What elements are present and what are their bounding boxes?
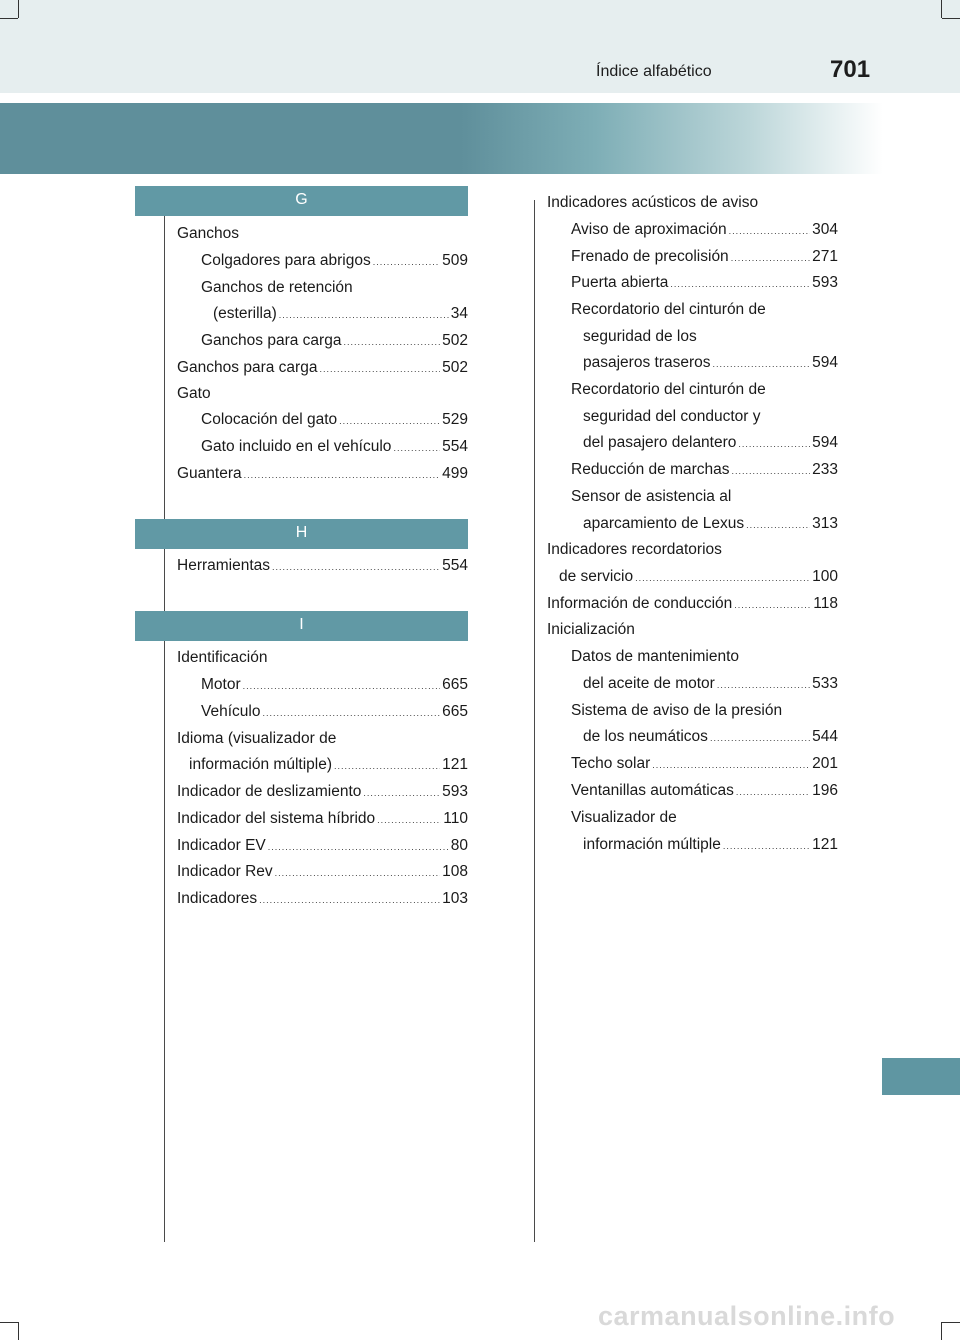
leader-dots <box>732 461 811 481</box>
entry-label: Guantera <box>177 465 242 482</box>
index-entry-retencion-cont <box>213 304 468 325</box>
index-entry-ganchos-carga-sub <box>201 331 468 352</box>
entry-label: Vehículo <box>201 703 261 720</box>
entry-page: 509 <box>442 252 468 269</box>
index-entry-datos-cont <box>583 674 838 695</box>
entry-page: 533 <box>812 675 838 692</box>
entry-page: 665 <box>442 703 468 720</box>
section-header-h: H <box>135 519 468 549</box>
index-entry-recordatorios-cont <box>559 567 838 588</box>
entry-label: Información de conducción <box>547 595 733 612</box>
index-entry-conduccion <box>547 594 838 615</box>
entry-page: 529 <box>442 411 468 428</box>
index-entry-techo <box>571 754 838 775</box>
index-entry-recordatorios: Indicadores recordatorios <box>547 541 722 558</box>
index-entry-sensor: Sensor de asistencia al <box>571 488 732 505</box>
entry-page: 665 <box>442 676 468 693</box>
leader-dots <box>393 438 440 458</box>
entry-page: 593 <box>812 274 838 291</box>
entry-page: 103 <box>442 890 468 907</box>
entry-label: de los neumáticos <box>583 728 708 745</box>
leader-dots <box>729 221 810 241</box>
page-title: Índice alfabético <box>596 63 712 80</box>
entry-label: Colgadores para abrigos <box>201 252 371 269</box>
index-entry-ganchos: Ganchos <box>177 225 240 242</box>
index-entry-reduccion <box>571 460 838 481</box>
index-entry-rec-conductor-end <box>583 433 838 454</box>
leader-dots <box>334 756 440 776</box>
index-entry-rec-traseros-cont: seguridad de los <box>583 328 697 345</box>
leader-dots <box>736 782 810 802</box>
entry-page: 313 <box>812 515 838 532</box>
left-column-rule <box>164 216 165 1242</box>
index-entry-indicadores <box>177 889 468 910</box>
index-entry-precolision <box>571 247 838 268</box>
index-entry-hibrido <box>177 809 468 830</box>
index-entry-gato: Gato <box>177 385 211 402</box>
leader-dots <box>339 411 440 431</box>
index-entry-aproximacion <box>571 220 838 241</box>
index-entry-puerta <box>571 273 838 294</box>
index-entry-retencion: Ganchos de retención <box>201 279 353 296</box>
leader-dots <box>710 728 810 748</box>
entry-label: Indicador del sistema híbrido <box>177 810 376 827</box>
index-entry-ev <box>177 836 468 857</box>
index-entry-gato-incluido <box>201 437 468 458</box>
entry-label: Indicador Rev <box>177 863 273 880</box>
leader-dots <box>738 434 810 454</box>
entry-label: Motor <box>201 676 241 693</box>
entry-label: (esterilla) <box>213 305 277 322</box>
entry-label: Ventanillas automáticas <box>571 782 734 799</box>
entry-page: 594 <box>812 354 838 371</box>
entry-page: 554 <box>442 557 468 574</box>
entry-page: 196 <box>812 782 838 799</box>
page-number: 701 <box>830 56 871 83</box>
leader-dots <box>713 354 811 374</box>
entry-label: Indicador de deslizamiento <box>177 783 362 800</box>
leader-dots <box>244 465 440 485</box>
index-entry-presion: Sistema de aviso de la presión <box>571 702 783 719</box>
index-entry-inicializacion: Inicialización <box>547 621 635 638</box>
entry-page: 304 <box>812 221 838 238</box>
leader-dots <box>319 359 440 379</box>
watermark: carmanualsonline.info <box>598 1301 896 1331</box>
right-column-rule <box>534 200 535 1242</box>
leader-dots <box>262 703 440 723</box>
crop-mark <box>0 18 18 19</box>
entry-label: Frenado de precolisión <box>571 248 729 265</box>
entry-label: aparcamiento de Lexus <box>583 515 745 532</box>
index-entry-rec-conductor-cont: seguridad del conductor y <box>583 408 761 425</box>
entry-label: Techo solar <box>571 755 651 772</box>
index-entry-presion-cont <box>583 727 838 748</box>
entry-label: pasajeros traseros <box>583 354 711 371</box>
entry-page: 499 <box>442 465 468 482</box>
index-entry-rec-traseros-end <box>583 353 838 374</box>
index-entry-ganchos-carga <box>177 358 468 379</box>
leader-dots <box>652 755 810 775</box>
leader-dots <box>279 305 449 325</box>
entry-label: Gato incluido en el vehículo <box>201 438 392 455</box>
index-entry-rec-conductor: Recordatorio del cinturón de <box>571 381 766 398</box>
index-entry-idioma: Idioma (visualizador de <box>177 730 337 747</box>
entry-label: Aviso de aproximación <box>571 221 727 238</box>
entry-label: Indicador EV <box>177 837 266 854</box>
index-entry-vehiculo <box>201 702 468 723</box>
leader-dots <box>268 837 449 857</box>
index-entry-colgadores <box>201 251 468 272</box>
index-entry-rev <box>177 862 468 883</box>
index-thumb-tab <box>882 1058 960 1095</box>
entry-label: Reducción de marchas <box>571 461 730 478</box>
leader-dots <box>275 863 440 883</box>
crop-mark <box>0 1322 18 1323</box>
entry-page: 100 <box>812 568 838 585</box>
entry-page: 201 <box>812 755 838 772</box>
entry-label: información múltiple <box>583 836 721 853</box>
index-entry-colocacion <box>201 410 468 431</box>
entry-page: 593 <box>442 783 468 800</box>
index-entry-sensor-cont <box>583 514 838 535</box>
entry-page: 544 <box>812 728 838 745</box>
leader-dots <box>734 595 811 615</box>
index-entry-rec-traseros: Recordatorio del cinturón de <box>571 301 766 318</box>
entry-label: del aceite de motor <box>583 675 715 692</box>
entry-label: Ganchos para carga <box>177 359 318 376</box>
index-entry-visualizador: Visualizador de <box>571 809 677 826</box>
entry-page: 594 <box>812 434 838 451</box>
leader-dots <box>243 676 441 696</box>
index-entry-guantera <box>177 464 468 485</box>
section-header-g: G <box>135 186 468 216</box>
entry-page: 121 <box>812 836 838 853</box>
leader-dots <box>717 675 810 695</box>
decorative-gradient-bar <box>0 103 960 174</box>
leader-dots <box>343 332 440 352</box>
leader-dots <box>373 252 440 272</box>
entry-page: 502 <box>442 332 468 349</box>
leader-dots <box>731 248 810 268</box>
entry-page: 108 <box>442 863 468 880</box>
header-band <box>0 0 960 93</box>
leader-dots <box>363 783 440 803</box>
crop-mark <box>942 18 960 19</box>
entry-label: Ganchos para carga <box>201 332 342 349</box>
entry-page: 271 <box>812 248 838 265</box>
entry-label: Puerta abierta <box>571 274 669 291</box>
index-entry-datos: Datos de mantenimiento <box>571 648 740 665</box>
entry-page: 502 <box>442 359 468 376</box>
crop-mark <box>941 0 942 18</box>
entry-page: 80 <box>450 837 468 854</box>
index-entry-ventanillas <box>571 781 838 802</box>
leader-dots <box>377 810 441 830</box>
index-entry-herramientas <box>177 556 468 577</box>
entry-label: Indicadores <box>177 890 258 907</box>
entry-page: 110 <box>443 810 468 827</box>
entry-label: Colocación del gato <box>201 411 338 428</box>
leader-dots <box>746 515 810 535</box>
leader-dots <box>272 557 440 577</box>
leader-dots <box>259 890 440 910</box>
crop-mark <box>18 0 19 18</box>
entry-page: 34 <box>450 305 468 322</box>
index-entry-visualizador-cont <box>583 835 838 856</box>
index-entry-acusticos: Indicadores acústicos de aviso <box>547 194 759 211</box>
section-header-i: I <box>135 611 468 641</box>
entry-page: 121 <box>442 756 468 773</box>
entry-page: 554 <box>442 438 468 455</box>
index-entry-identificacion: Identificación <box>177 649 268 666</box>
entry-label: Herramientas <box>177 557 271 574</box>
entry-label: del pasajero delantero <box>583 434 737 451</box>
crop-mark <box>18 1322 19 1340</box>
index-entry-deslizamiento <box>177 782 468 803</box>
crop-mark <box>941 1322 942 1340</box>
index-entry-motor <box>201 675 468 696</box>
entry-page: 118 <box>813 595 838 612</box>
leader-dots <box>670 274 810 294</box>
entry-label: de servicio <box>559 568 634 585</box>
entry-label: información múltiple) <box>189 756 332 773</box>
leader-dots <box>723 836 810 856</box>
leader-dots <box>635 568 810 588</box>
crop-mark <box>942 1322 960 1323</box>
entry-page: 233 <box>812 461 838 478</box>
index-entry-idioma-cont <box>189 755 468 776</box>
